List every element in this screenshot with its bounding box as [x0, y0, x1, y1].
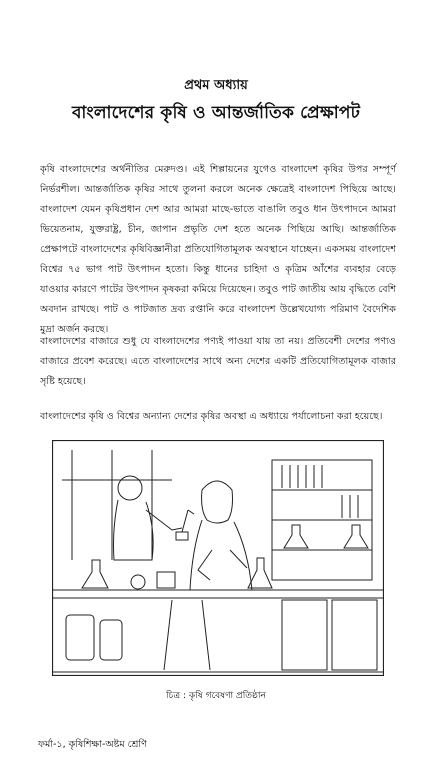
chapter-title: বাংলাদেশের কৃষি ও আন্তর্জাতিক প্রেক্ষাপট [71, 103, 361, 123]
lab-illustration [52, 440, 384, 676]
chapter-scope-paragraph: বাংলাদেশের কৃষি ও বিশ্বের অন্যান্য দেশের কৃষির অবস্থা এ অধ্যায়ে পর্যালোচনা করা হয়েছে। [40, 410, 383, 422]
intro-paragraph: কৃষি বাংলাদেশের অর্থনীতির মেরুদণ্ড। এই শিল্পায়নের যুগেও বাংলাদেশ কৃষির উপর সম্পূর্ণ নির্ভরশীল। আন্তর্জাতিক কৃষির সাথে তুলনা করলে অনেক ক্ষেত্রেই বাংলাদেশ পিছিয়ে আছে। বাংলাদেশ যেমন কৃষিপ্রধান দেশ আর আমরা মাছে-ভাতে বাঙালি তবুও ধান উৎপাদনে আমরা ভিয়েতনাম, যুক্তরাষ্ট্র, চীন, জাপান প্রভৃতি দেশ হতে অনেক পিছিয়ে আছি। আন্তর্জাতিক প্রেক্ষাপটে বাংলাদেশের কৃষিবিজ্ঞানীরা প্রতিযোগিতামূলক অবস্থানে যাচ্ছেন। একসময় বাংলাদেশ বিশ্বের ৭৫ ভাগ পাট উৎপাদন হতো। কিন্তু ধানের চাহিদা ও কৃত্রিম আঁশের ব্যবহার বেড়ে যাওয়ার কারণে পাটের উৎপাদন কৃষকরা কমিয়ে দিয়েছেন। তবুও পাট জাতীয় আয় বৃদ্ধিতে বেশি অবদান রাখছে। পাট ও পাটজাত দ্রব্য রপ্তানি করে বাংলাদেশ উল্লেখযোগ্য পরিমাণ বৈদেশিক মুদ্রা অর্জন করছে। [40, 163, 396, 335]
market-paragraph: বাংলাদেশের বাজারে শুধু যে বাংলাদেশের পণ্যই পাওয়া যায় তা নয়। প্রতিবেশী দেশের পণ্যও বাজারে প্রবেশ করেছে। এতে বাংলাদেশের সাথে অন্য দেশের একটি প্রতিযোগিতামূলক বাজার সৃষ্টি হয়েছে। [40, 335, 396, 387]
chapter-label: প্রথম অধ্যায় [184, 78, 248, 93]
page-footer: ফর্মা-১, কৃষিশিক্ষা-অষ্টম শ্রেণি [38, 739, 147, 750]
figure-caption: চিত্র : কৃষি গবেষণা প্রতিষ্ঠান [166, 691, 266, 701]
